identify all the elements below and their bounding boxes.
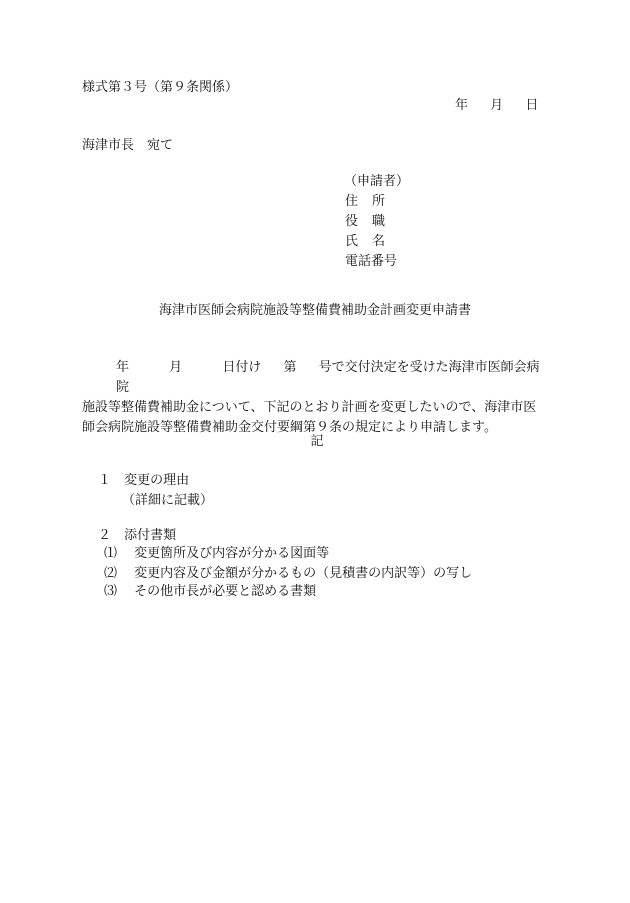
applicant-block <box>340 174 409 274</box>
addressee: 海津市長 宛て <box>82 138 174 153</box>
attachment-item-1-marker: ⑴ <box>104 546 118 561</box>
ki-heading <box>0 434 630 450</box>
body-year: 年 <box>116 360 130 375</box>
form-number: 様式第３号（第９条関係） <box>82 80 239 95</box>
name-label: 氏名 <box>345 234 400 249</box>
body-dated: 日付け <box>222 360 262 375</box>
section-2-title: 添付書類 <box>124 528 177 543</box>
attachment-item-2 <box>104 566 472 582</box>
date-day: 日 <box>525 98 539 113</box>
attachment-item-3-text: その他市長が必要と認める書類 <box>134 584 317 599</box>
section-1-heading <box>98 473 189 489</box>
attachment-item-1-text: 変更箇所及び内容が分かる図面等 <box>134 546 330 561</box>
address-label: 住所 <box>345 194 400 209</box>
attachment-item-1 <box>104 546 329 562</box>
date-year: 年 <box>455 98 469 113</box>
body-line-2: 施設等整備費補助金について、下記のとおり計画を変更したいので、海津市医 <box>82 400 537 415</box>
attachment-item-3 <box>104 584 316 600</box>
body-line-1 <box>82 358 552 398</box>
section-2-number: ２ <box>98 528 112 543</box>
applicant-label: （申請者） <box>344 174 410 189</box>
phone-label: 電話番号 <box>345 254 398 269</box>
attachment-item-2-text: 変更内容及び金額が分かるもの（見積書の内訳等）の写し <box>134 566 473 581</box>
section-1-note: （詳細に記載） <box>122 493 214 508</box>
document-title: 海津市医師会病院施設等整備費補助金計画変更申請書 <box>158 303 471 318</box>
position-label: 役職 <box>345 214 400 229</box>
ki-text: 記 <box>310 434 324 449</box>
body-month: 月 <box>169 360 183 375</box>
body-no-prefix: 第 <box>283 360 297 375</box>
body-line-3: 師会病院施設等整備費補助金交付要綱第９条の規定により申請します。 <box>82 420 497 435</box>
section-1-title: 変更の理由 <box>124 473 190 488</box>
section-1-number: １ <box>98 473 112 488</box>
body-sentence-start: 号で交付決定を受けた海津市医師会病院 <box>116 360 540 395</box>
attachment-item-3-marker: ⑶ <box>104 584 118 599</box>
date-month: 月 <box>490 98 504 113</box>
attachment-item-2-marker: ⑵ <box>104 566 118 581</box>
section-2-heading <box>98 528 176 544</box>
body-paragraph <box>82 358 552 438</box>
date-line <box>455 98 538 114</box>
